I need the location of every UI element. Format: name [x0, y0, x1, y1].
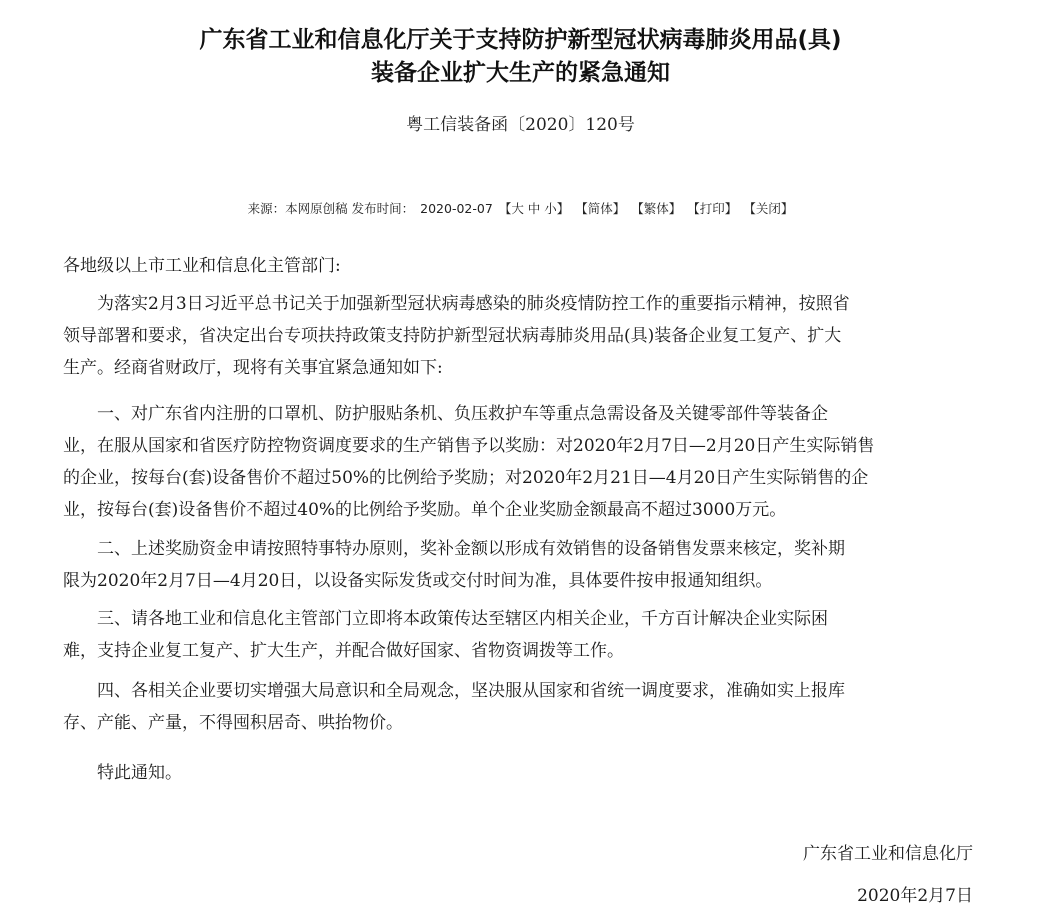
- paragraph-line: 为落实2月3日习近平总书记关于加强新型冠状病毒感染的肺炎疫情防控工作的重要指示精神，按照省: [97, 294, 850, 314]
- traditional-chinese-link[interactable]: 【繁体】: [631, 201, 682, 216]
- paragraph-line: 一、对广东省内注册的口罩机、防护服贴条机、负压救护车等重点急需设备及关键零部件等装备企: [97, 404, 828, 424]
- paragraph-item-1: [63, 398, 977, 526]
- print-link[interactable]: 【打印】: [687, 201, 738, 216]
- article-title-line-1: 广东省工业和信息化厅关于支持防护新型冠状病毒肺炎用品(具): [199, 27, 842, 53]
- paragraph-line: 二、上述奖励资金申请按照特事特办原则，奖补金额以形成有效销售的设备销售发票来核定，奖补期: [97, 539, 845, 559]
- signature-date: 2020年2月7日: [857, 886, 973, 906]
- paragraph-line: 的企业，按每台(套)设备售价不超过50%的比例给予奖励；对2020年2月21日—4月20日产生实际销售的企: [63, 468, 869, 488]
- paragraph-intro: [63, 288, 977, 384]
- simplified-chinese-link[interactable]: 【简体】: [575, 201, 626, 216]
- paragraph-line: 业，按每台(套)设备售价不超过40%的比例给予奖励。单个企业奖励金额最高不超过3000万元。: [63, 500, 787, 520]
- paragraph-line: 三、请各地工业和信息化主管部门立即将本政策传达至辖区内相关企业，千方百计解决企业实际困: [97, 609, 828, 629]
- article-meta-bar: [0, 200, 1041, 218]
- paragraph-line: 生产。经商省财政厅，现将有关事宜紧急通知如下:: [63, 358, 443, 378]
- signature-organization: 广东省工业和信息化厅: [803, 844, 973, 864]
- article-title-line-2: 装备企业扩大生产的紧急通知: [371, 60, 670, 86]
- document-number: 粤工信装备函〔2020〕120号: [406, 115, 635, 135]
- paragraph-item-4: [63, 675, 977, 739]
- paragraph-item-2: [63, 533, 977, 597]
- paragraph-line: 难，支持企业复工复产、扩大生产，并配合做好国家、省物资调拨等工作。: [63, 641, 624, 661]
- paragraph-line: 业，在服从国家和省医疗防控物资调度要求的生产销售予以奖励：对2020年2月7日—2月20日产生实际销售: [63, 436, 875, 456]
- close-link[interactable]: 【关闭】: [743, 201, 794, 216]
- paragraph-line: 领导部署和要求，省决定出台专项扶持政策支持防护新型冠状病毒肺炎用品(具)装备企业复工复产、扩大: [63, 326, 842, 346]
- publish-date: 2020-02-07: [420, 201, 493, 216]
- paragraph-line: 限为2020年2月7日—4月20日，以设备实际发货或交付时间为准，具体要件按申报通知组织。: [63, 571, 773, 591]
- source-and-date-label: 来源：本网原创稿 发布时间：: [247, 201, 415, 216]
- salutation: 各地级以上市工业和信息化主管部门:: [63, 256, 341, 276]
- paragraph-line: 存、产能、产量，不得囤积居奇、哄抬物价。: [63, 713, 403, 733]
- closing-remark: 特此通知。: [97, 763, 182, 783]
- paragraph-item-3: [63, 603, 977, 667]
- font-size-switch-link[interactable]: 【大 中 小】: [498, 201, 570, 216]
- paragraph-line: 四、各相关企业要切实增强大局意识和全局观念，坚决服从国家和省统一调度要求，准确如实上报库: [97, 681, 845, 701]
